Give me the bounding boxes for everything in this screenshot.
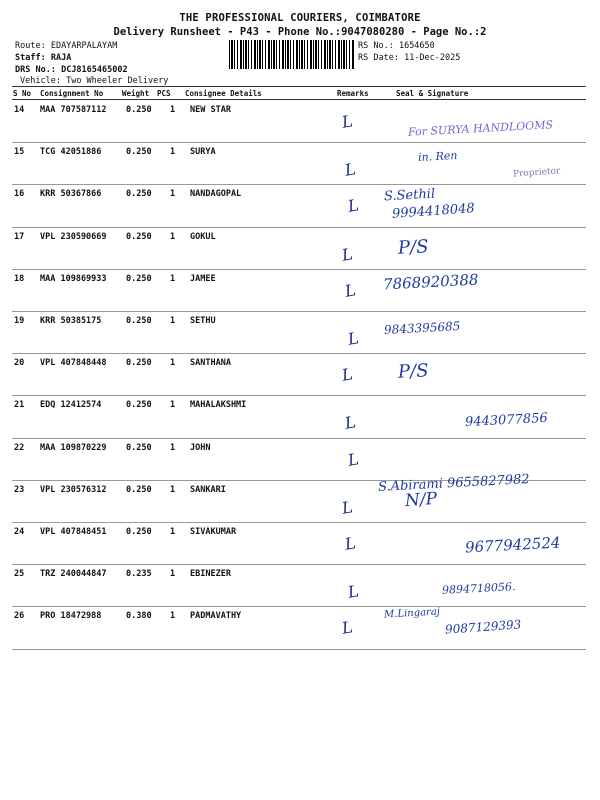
row-consignment-no: KRR 50367866	[40, 189, 102, 200]
signature-text: 9677942524	[464, 533, 561, 557]
row-consignee: NEW STAR	[190, 105, 231, 115]
signature-text: 9894718056.	[441, 580, 516, 598]
route-line	[15, 41, 117, 51]
remark-mark: L	[343, 280, 358, 301]
col-header-sno: S No	[13, 89, 32, 98]
vehicle-value: Two Wheeler Delivery	[66, 76, 169, 86]
signature-text: 9443077856	[464, 411, 549, 431]
row-weight: 0.250	[126, 231, 152, 242]
row-weight: 0.250	[126, 316, 152, 326]
table-row	[0, 100, 600, 142]
row-sno: 15	[14, 147, 25, 158]
staff-label: Staff:	[15, 53, 46, 63]
row-sno: 26	[14, 611, 25, 622]
row-weight: 0.250	[126, 147, 152, 158]
row-sno: 25	[14, 569, 25, 580]
row-sno: 21	[14, 400, 25, 411]
row-pcs: 1	[170, 442, 176, 453]
route-label: Route:	[15, 41, 46, 51]
row-pcs: 1	[170, 189, 176, 200]
rs-date-label: RS Date:	[358, 53, 399, 63]
row-sno: 22	[14, 442, 25, 453]
runsheet-title: THE PROFESSIONAL COURIERS, COIMBATORE	[179, 12, 421, 24]
col-header-consignee: Consignee Details	[185, 89, 262, 98]
row-sno: 16	[14, 189, 25, 200]
signature-text: P/S	[397, 360, 430, 383]
col-header-signature: Seal & Signature	[396, 89, 469, 98]
table-row	[0, 395, 600, 437]
row-consignee: SURYA	[190, 147, 216, 158]
remark-mark: L	[340, 243, 355, 265]
row-consignee: SANKARI	[190, 484, 226, 495]
row-pcs: 1	[170, 611, 176, 622]
row-consignment-no: KRR 50385175	[40, 316, 102, 326]
row-pcs: 1	[170, 400, 176, 411]
staff-line	[15, 53, 71, 63]
row-divider	[12, 649, 586, 650]
row-consignment-no: VPL 230590669	[40, 231, 107, 242]
vehicle-line	[20, 76, 168, 86]
remark-mark: L	[343, 533, 358, 554]
row-pcs: 1	[170, 527, 176, 537]
row-weight: 0.250	[126, 273, 152, 284]
row-sno: 17	[14, 231, 25, 242]
remark-mark: L	[340, 364, 355, 385]
drs-value: DCJ8165465002	[61, 65, 128, 75]
row-sno: 14	[14, 105, 25, 115]
rs-date-value: 11-Dec-2025	[404, 53, 461, 63]
row-consignment-no: MAA 707587112	[40, 105, 107, 115]
drs-label: DRS No.:	[15, 65, 56, 75]
table-row	[0, 353, 600, 395]
rs-date-line	[358, 53, 460, 63]
row-pcs: 1	[170, 484, 176, 495]
row-consignment-no: VPL 230576312	[40, 484, 107, 495]
row-pcs: 1	[170, 105, 176, 115]
remark-mark: L	[346, 195, 361, 217]
col-header-pcs: PCS	[157, 89, 171, 98]
table-row	[0, 311, 600, 353]
row-consignee: JOHN	[190, 442, 211, 453]
remark-mark: L	[343, 159, 358, 180]
row-consignment-no: EDQ 12412574	[40, 400, 102, 411]
table-row	[0, 227, 600, 269]
table-top-rule	[12, 86, 586, 87]
rs-no-value: 1654650	[398, 41, 435, 51]
row-weight: 0.250	[126, 400, 152, 411]
rs-no-line	[358, 41, 435, 51]
drs-line	[15, 65, 128, 75]
remark-mark: L	[340, 111, 355, 132]
signature-text-2: 9087129393	[444, 617, 522, 638]
table-row	[0, 564, 600, 606]
row-consignee: GOKUL	[190, 231, 216, 242]
signature-text-2: Proprietor	[512, 166, 561, 180]
remark-mark: L	[340, 617, 355, 639]
signature-text: 9843395685	[383, 319, 461, 337]
row-consignment-no: TRZ 240044847	[40, 569, 107, 580]
staff-value: RAJA	[50, 53, 72, 63]
row-consignment-no: PRO 18472988	[40, 611, 102, 622]
row-pcs: 1	[170, 231, 176, 242]
row-consignee: SIVAKUMAR	[190, 527, 237, 537]
row-sno: 23	[14, 484, 25, 495]
barcode	[229, 40, 354, 69]
remark-mark: L	[340, 497, 355, 518]
vehicle-label: Vehicle:	[20, 76, 61, 86]
col-header-consignment: Consignment No	[40, 89, 104, 98]
row-consignee: SETHU	[190, 316, 216, 326]
route-value: EDAYARPALAYAM	[50, 41, 118, 51]
row-sno: 19	[14, 316, 25, 326]
row-consignee: SANTHANA	[190, 358, 231, 369]
row-pcs: 1	[170, 273, 176, 284]
row-consignment-no: MAA 109869933	[40, 273, 107, 284]
remark-mark: L	[346, 448, 361, 470]
row-weight: 0.250	[126, 484, 152, 495]
row-weight: 0.250	[126, 442, 152, 453]
row-consignment-no: VPL 407848448	[40, 358, 107, 369]
row-consignment-no: VPL 407848451	[40, 527, 107, 537]
row-pcs: 1	[170, 316, 176, 326]
row-weight: 0.250	[126, 358, 152, 369]
signature-text: S.Sethil	[383, 187, 436, 205]
row-weight: 0.250	[126, 189, 152, 200]
table-row	[0, 471, 600, 522]
row-sno: 24	[14, 527, 25, 537]
signature-text-2: N/P	[404, 488, 438, 511]
table-row	[0, 269, 600, 311]
row-weight: 0.250	[126, 105, 152, 115]
row-consignee: JAMEE	[190, 273, 216, 284]
signature-text: 7868920388	[382, 270, 479, 294]
signature-text: in. Ren	[417, 149, 458, 165]
signature-text-2: 9994418048	[391, 201, 476, 223]
row-consignee: NANDAGOPAL	[190, 189, 242, 200]
row-pcs: 1	[170, 358, 176, 369]
signature-text: P/S	[397, 235, 430, 259]
col-header-remarks: Remarks	[337, 89, 369, 98]
row-consignee: MAHALAKSHMI	[190, 400, 247, 411]
runsheet-subtitle: Delivery Runsheet - P43 - Phone No.:9047080280 - Page No.:2	[113, 26, 487, 38]
row-consignment-no: MAA 109870229	[40, 442, 107, 453]
col-header-weight: Weight	[122, 89, 150, 98]
table-row	[0, 184, 600, 226]
row-weight: 0.235	[126, 569, 152, 580]
row-weight: 0.250	[126, 527, 152, 537]
rs-no-label: RS No.:	[358, 41, 394, 51]
table-row	[0, 522, 600, 564]
row-sno: 18	[14, 273, 25, 284]
row-weight: 0.380	[126, 611, 152, 622]
row-consignee: PADMAVATHY	[190, 611, 242, 622]
remark-mark: L	[343, 412, 358, 434]
table-row	[0, 606, 600, 648]
row-consignment-no: TCG 42051886	[40, 147, 102, 158]
remark-mark: L	[346, 328, 361, 349]
table-row	[0, 142, 600, 184]
signature-text: For SURYA HANDLOOMS	[407, 118, 554, 139]
remark-mark: L	[346, 581, 361, 602]
row-consignee: EBINEZER	[190, 569, 231, 580]
row-pcs: 1	[170, 569, 176, 580]
row-pcs: 1	[170, 147, 176, 158]
row-sno: 20	[14, 358, 25, 369]
signature-text: M.Lingaraj	[383, 606, 441, 621]
signature-text: S.Abirami 9655827982	[377, 471, 531, 495]
